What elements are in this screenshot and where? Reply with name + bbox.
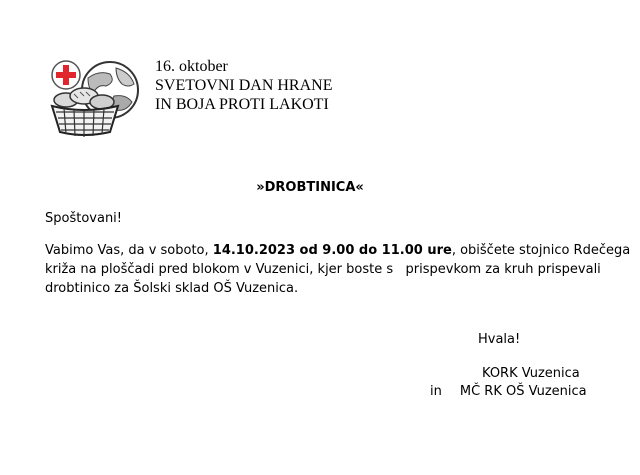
event-header: [155, 57, 332, 114]
document-title: »DROBTINICA«: [256, 180, 364, 195]
signature-prefix: in: [430, 384, 442, 399]
event-date: 16. oktober: [155, 58, 228, 75]
signature-kork: KORK Vuzenica: [482, 366, 580, 381]
paragraph-line-2: križa na ploščadi pred blokom v Vuzenici, kjer boste s prispevkom za kruh prispevali: [45, 262, 601, 277]
red-cross-bread-basket-logo: [44, 56, 144, 140]
line-1-start: Vabimo Vas, da v soboto,: [45, 243, 213, 258]
event-title-line-2: IN BOJA PROTI LAKOTI: [155, 96, 329, 113]
greeting: Spoštovani!: [45, 211, 123, 226]
signature-mc-rk-name: MČ RK OŠ Vuzenica: [459, 384, 587, 399]
thanks-text: Hvala!: [478, 332, 521, 347]
event-datetime: 14.10.2023 od 9.00 do 11.00 ure: [212, 243, 452, 258]
signature-mc-rk: [430, 384, 587, 399]
line-1-end: , obiščete stojnico Rdečega: [451, 243, 631, 258]
event-title-line-1: SVETOVNI DAN HRANE: [155, 77, 333, 94]
paragraph-line-3: drobtinico za Šolski sklad OŠ Vuzenica.: [45, 281, 299, 296]
paragraph-line-1: [45, 241, 631, 260]
invitation-paragraph: [45, 241, 631, 298]
